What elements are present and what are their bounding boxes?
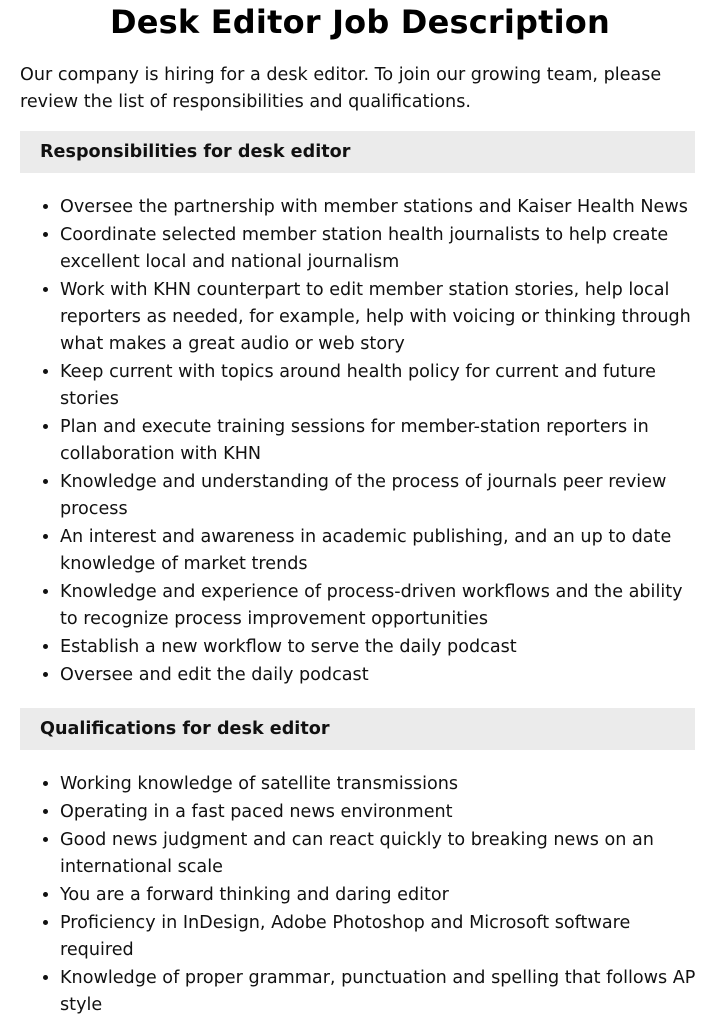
list-item: • Knowledge and experience of process-driven workflows and the ability to recognize process improvement opportunities xyxy=(60,578,700,633)
list-item: • Operating in a fast paced news environment xyxy=(60,798,700,826)
list-item: • Work with KHN counterpart to edit member station stories, help local reporters as needed, for example, help with voicing or thinking through what makes a great audio or web story xyxy=(60,276,700,358)
qualifications-heading: Qualifications for desk editor xyxy=(20,708,695,750)
list-item: • Knowledge of proper grammar, punctuation and spelling that follows AP style xyxy=(60,964,700,1019)
page-title: Desk Editor Job Description xyxy=(110,3,610,41)
list-item: • Good news judgment and can react quickly to breaking news on an international scale xyxy=(60,826,700,881)
list-item: • Proficiency in InDesign, Adobe Photoshop and Microsoft software required xyxy=(60,909,700,964)
list-item: • Keep current with topics around health policy for current and future stories xyxy=(60,358,700,413)
list-item: • Knowledge and understanding of the process of journals peer review process xyxy=(60,468,700,523)
list-item: • You are a forward thinking and daring editor xyxy=(60,881,700,909)
list-item: • An interest and awareness in academic publishing, and an up to date knowledge of market trends xyxy=(60,523,700,578)
list-item: • Coordinate selected member station health journalists to help create excellent local and national journalism xyxy=(60,221,700,276)
responsibilities-heading: Responsibilities for desk editor xyxy=(20,131,695,173)
responsibilities-list xyxy=(0,193,720,689)
intro-paragraph: Our company is hiring for a desk editor. To join our growing team, please review the list of responsibilities and qualifications. xyxy=(20,65,662,112)
list-item: • Working knowledge of satellite transmissions xyxy=(60,770,700,798)
qualifications-list xyxy=(0,770,720,1019)
list-item: • Establish a new workflow to serve the daily podcast xyxy=(60,633,700,661)
list-item: • Oversee the partnership with member stations and Kaiser Health News xyxy=(60,193,700,221)
list-item: • Oversee and edit the daily podcast xyxy=(60,661,700,689)
list-item: • Plan and execute training sessions for member-station reporters in collaboration with KHN xyxy=(60,413,700,468)
